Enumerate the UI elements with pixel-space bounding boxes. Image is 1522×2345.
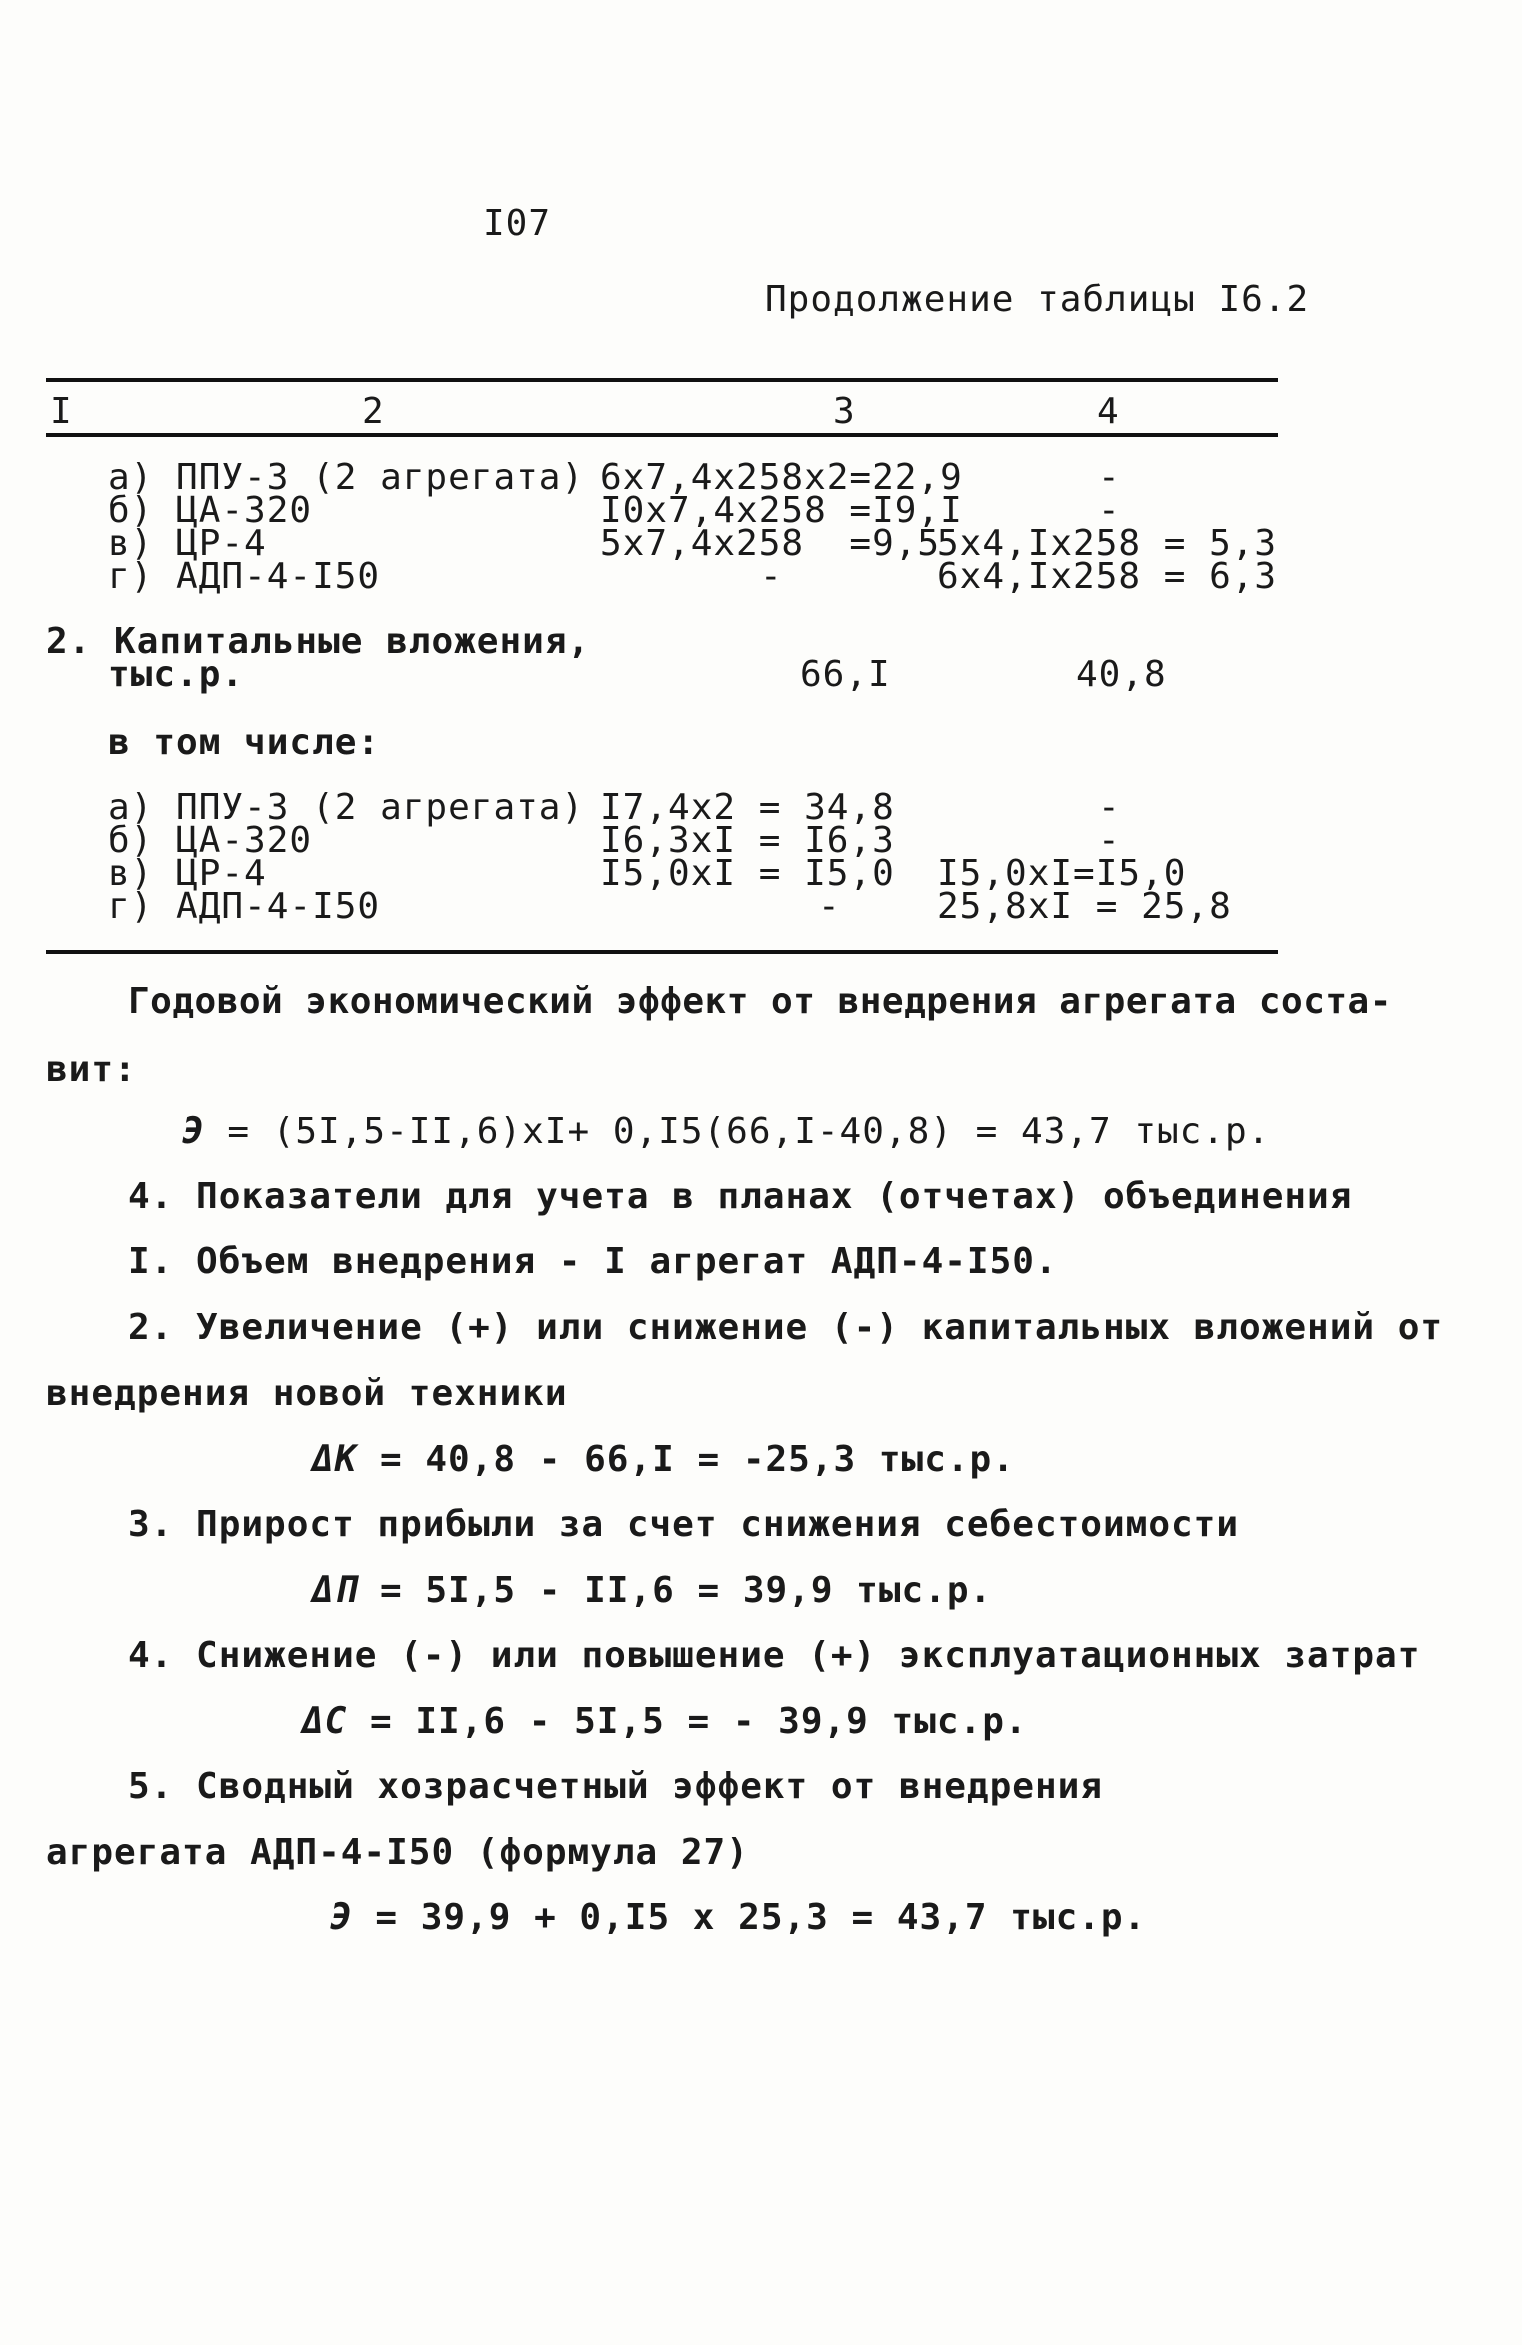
page-number: I07 xyxy=(483,203,552,244)
section-2-unit: тыс.р. xyxy=(108,654,245,695)
row-label: б) ЦА-320 xyxy=(108,820,313,861)
row-label: а) ППУ-3 (2 агрегата) xyxy=(108,787,585,828)
item-2-line2: внедрения новой техники xyxy=(46,1373,568,1414)
row-col4: 25,8xI = 25,8 xyxy=(937,886,1232,927)
row-col3: - xyxy=(818,886,841,927)
formula-symbol: ΔС xyxy=(302,1701,348,1742)
formula-body: = II,6 - 5I,5 = - 39,9 тыс.р. xyxy=(347,1701,1028,1742)
row-col3: 6x7,4x258x2=22,9 xyxy=(600,457,963,498)
item-5-line1: 5. Сводный хозрасчетный эффект от внедрения xyxy=(128,1766,1103,1807)
row-col4: 6x4,Ix258 = 6,3 xyxy=(937,556,1278,597)
formula-effect xyxy=(182,1112,1270,1152)
formula-body: = 40,8 - 66,I = -25,3 тыс.р. xyxy=(357,1439,1015,1480)
formula-delta-c xyxy=(302,1702,1028,1742)
table-caption: Продолжение таблицы I6.2 xyxy=(765,279,1310,320)
col-header-3: 3 xyxy=(833,391,856,432)
formula-symbol: ΔП xyxy=(312,1570,358,1611)
col-header-2: 2 xyxy=(362,391,385,432)
paragraph-effect-line1: Годовой экономический эффект от внедрения агрегата соста- xyxy=(128,981,1392,1022)
heading-indicators: 4. Показатели для учета в планах (отчетах) объединения xyxy=(128,1176,1353,1217)
table-bottom-rule xyxy=(46,950,1278,954)
row-col4: - xyxy=(1098,820,1121,861)
section-2-col4: 40,8 xyxy=(1076,654,1167,695)
row-label: г) АДП-4-I50 xyxy=(108,556,381,597)
section-2-col3: 66,I xyxy=(800,654,891,695)
row-col4: - xyxy=(1098,457,1121,498)
item-2-line1: 2. Увеличение (+) или снижение (-) капитальных вложений от xyxy=(128,1307,1444,1348)
row-label: а) ППУ-3 (2 агрегата) xyxy=(108,457,585,498)
formula-delta-k xyxy=(312,1440,1015,1480)
row-col3: I5,0xI = I5,0 xyxy=(600,853,895,894)
section-2-title: 2. Капитальные вложения, xyxy=(46,621,591,662)
formula-delta-p xyxy=(312,1571,992,1611)
item-4: 4. Снижение (-) или повышение (+) эксплуатационных затрат xyxy=(128,1635,1421,1676)
row-col3: I0x7,4x258 =I9,I xyxy=(600,490,963,531)
item-3: 3. Прирост прибыли за счет снижения себестоимости xyxy=(128,1504,1240,1545)
formula-body: = 5I,5 - II,6 = 39,9 тыс.р. xyxy=(357,1570,993,1611)
formula-body: = 39,9 + 0,I5 x 25,3 = 43,7 тыс.р. xyxy=(352,1897,1147,1938)
row-label: г) АДП-4-I50 xyxy=(108,886,381,927)
row-col4: 5x4,Ix258 = 5,3 xyxy=(937,523,1278,564)
row-label: в) ЦР-4 xyxy=(108,853,267,894)
col-header-4: 4 xyxy=(1097,391,1120,432)
formula-symbol: Э xyxy=(330,1897,353,1938)
table-top-rule xyxy=(46,378,1278,382)
formula-summary xyxy=(330,1898,1146,1938)
table-header-rule xyxy=(46,433,1278,437)
col-header-1: I xyxy=(50,391,73,432)
paragraph-effect-line2: вит: xyxy=(46,1049,137,1090)
formula-body: = (5I,5-II,6)xI+ 0,I5(66,I-40,8) = 43,7 тыс.р. xyxy=(204,1111,1271,1152)
row-col3: I7,4x2 = 34,8 xyxy=(600,787,895,828)
row-label: в) ЦР-4 xyxy=(108,523,267,564)
row-col4: - xyxy=(1098,490,1121,531)
item-1: I. Объем внедрения - I агрегат АДП-4-I50. xyxy=(128,1241,1058,1282)
formula-symbol: ΔК xyxy=(312,1439,358,1480)
including-label: в том числе: xyxy=(108,722,381,763)
row-col3: I6,3xI = I6,3 xyxy=(600,820,895,861)
row-col4: I5,0xI=I5,0 xyxy=(937,853,1187,894)
row-col3: 5x7,4x258 =9,5 xyxy=(600,523,941,564)
row-label: б) ЦА-320 xyxy=(108,490,313,531)
row-col4: - xyxy=(1098,787,1121,828)
item-5-line2: агрегата АДП-4-I50 (формула 27) xyxy=(46,1832,749,1873)
formula-symbol: Э xyxy=(182,1111,205,1152)
row-col3: - xyxy=(760,556,783,597)
